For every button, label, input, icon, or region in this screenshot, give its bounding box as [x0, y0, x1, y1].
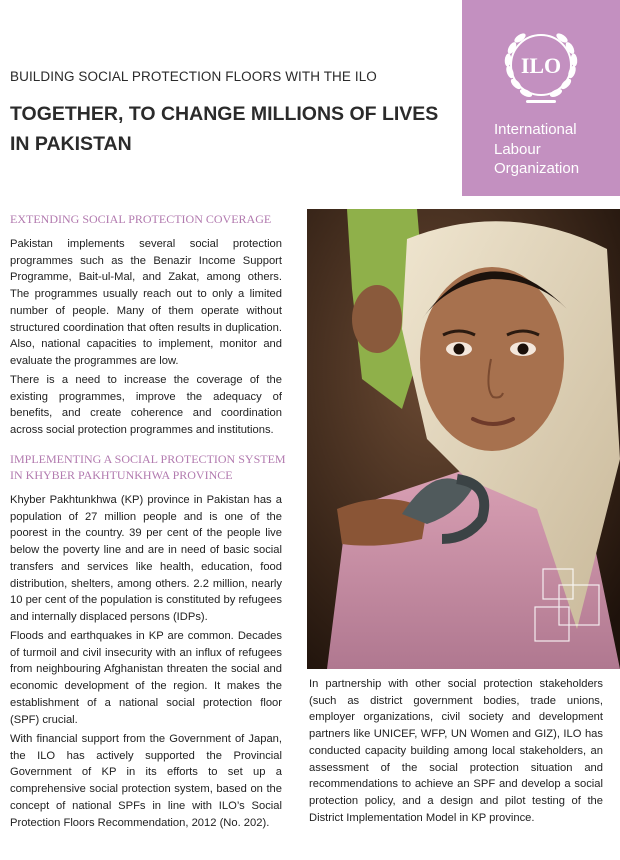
headline: TOGETHER, TO CHANGE MILLIONS OF LIVES IN PAKISTAN	[10, 103, 439, 155]
section-title-kp: IMPLEMENTING A SOCIAL PROTECTION SYSTEM IN KHYBER PAKHTUNKHWA PROVINCE	[10, 452, 286, 482]
kp-paragraph-1: Khyber Pakhtunkhwa (KP) province in Pakistan has a population of 27 million people and is one of the poorest in the country. 39 per cent of the people live below the poverty line and are in need of basic social transfers and services like health, education, food distribution, shelters, among others. 2.2 million, nearly 10 per cent of the population is constituted by refugees and internally displaced persons (IDPs).	[10, 494, 282, 623]
ilo-name-line2: Labour	[494, 140, 541, 158]
ilo-name-line3: Organization	[494, 160, 580, 177]
kp-paragraph-3: With financial support from the Government of Japan, the ILO has actively supported the Provincial Government of KP in its efforts to set up a comprehensive social protection system, based on the concept of national SPFs in line with ILO’s Social Protection Floors Recommendation, 2012 (No. 202).	[10, 733, 282, 829]
ilo-emblem-icon	[498, 22, 584, 108]
coverage-paragraph-2: There is a need to increase the coverage of the existing programmes, improve the adequacy of benefits, and create coherence and coordination across social protection programmes and institutions.	[10, 374, 282, 437]
ilo-name-line1: International	[494, 121, 577, 138]
ilo-name	[494, 120, 579, 179]
kicker: BUILDING SOCIAL PROTECTION FLOORS WITH THE ILO	[10, 69, 377, 84]
photo-children	[307, 209, 620, 669]
section-title-coverage: EXTENDING SOCIAL PROTECTION COVERAGE	[10, 212, 272, 226]
ilo-emblem-text: ILO	[520, 53, 562, 78]
ilo-logo-block	[462, 0, 620, 196]
partnership-paragraph: In partnership with other social protection stakeholders (such as district government bodies, trade unions, employer organizations, civil society and development partners like UNICEF, WFP, UN Women and GIZ), ILO has conducted capacity building among local stakeholders, an assessment of the social protection situation and recommendations to achieve an SPF and develop a social protection policy, and a design and pilot testing of the District Implementation Model in KP province.	[309, 678, 603, 824]
coverage-paragraph-1: Pakistan implements several social protection programmes such as the Benazir Income Support Programme, Bait-ul-Mal, and Zakat, among others. The programmes usually reach out to only a limited number of people. Many of them operate without structured coordination that often results in duplication. Also, national capacities to implement, monitor and evaluate the programmes are low.	[10, 238, 282, 367]
kp-paragraph-2: Floods and earthquakes in KP are common. Decades of turmoil and civil insecurity with an influx of refugees from neighbouring Afghanistan threaten the social and economic development of the region. It makes the establishment of a national social protection floor (SPF) crucial.	[10, 630, 282, 726]
